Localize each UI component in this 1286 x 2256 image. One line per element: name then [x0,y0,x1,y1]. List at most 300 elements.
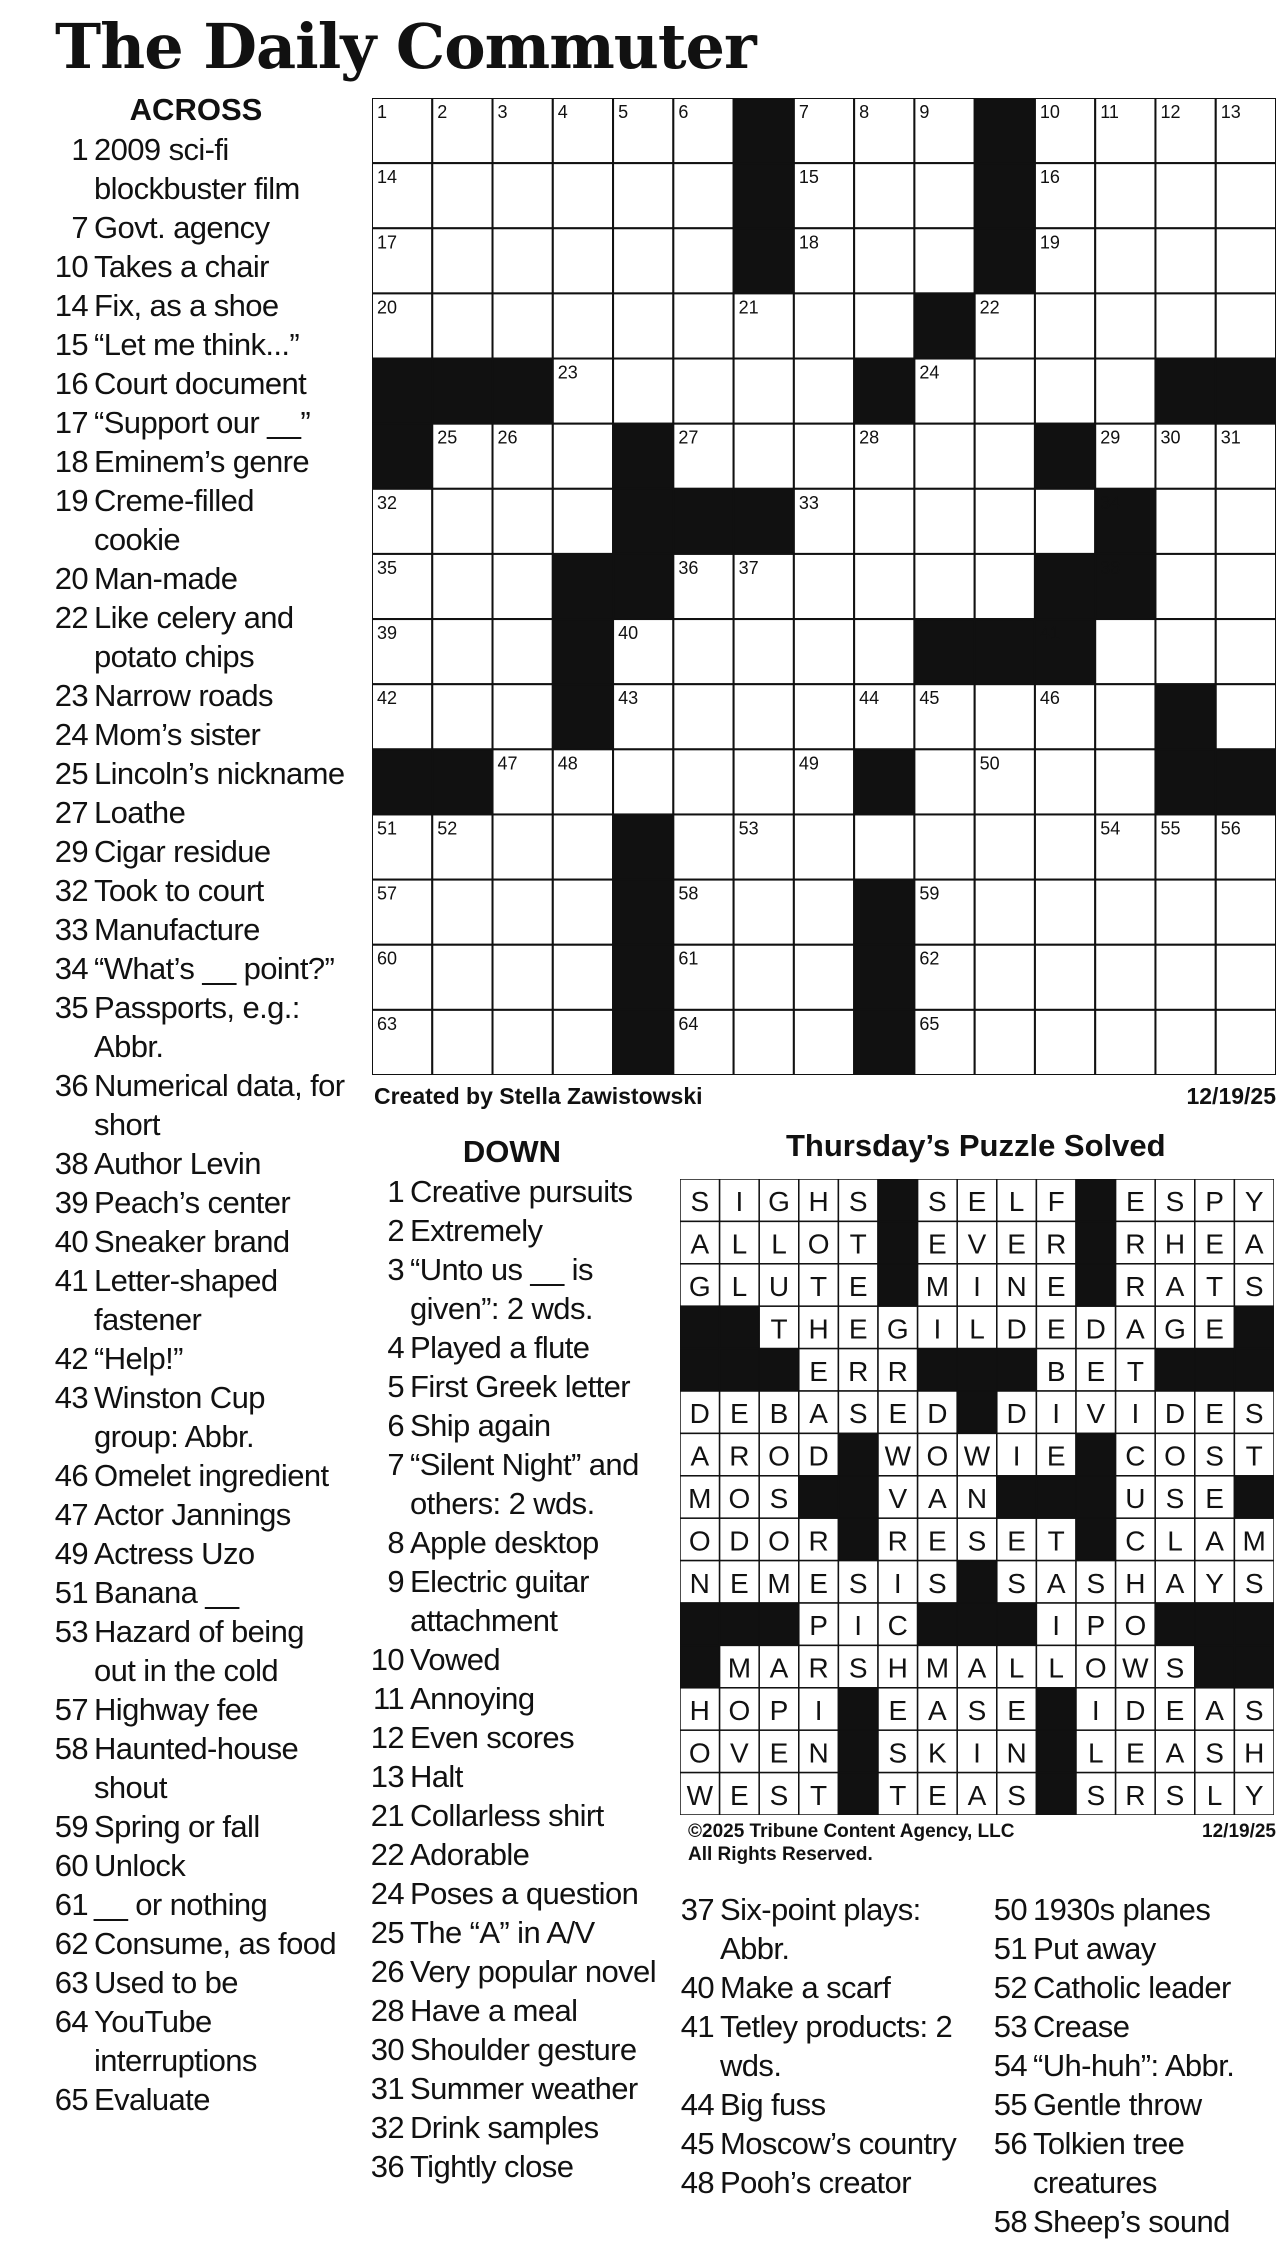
clue-down-col1-25 [362,1913,662,1952]
solution-row-letters: HOPI EASE IDEAS [689,1695,1264,1727]
grid-cell[interactable] [493,814,553,879]
clue-number: 7 [387,1447,404,1482]
black-square [854,880,914,945]
clue-down-col3-58 [985,2202,1285,2241]
clue-across-25 [46,754,346,793]
clue-number: 25 [54,756,88,791]
grid-cell[interactable] [1155,880,1215,945]
grid-cell[interactable] [1216,554,1276,619]
grid-cell[interactable] [734,1010,794,1075]
clue-text: “Silent Night” and others: 2 wds. [410,1447,639,1521]
grid-cell[interactable] [1095,945,1155,1010]
clue-down-col2-44 [672,2085,972,2124]
clue-text: Put away [1033,1931,1156,1966]
clue-across-1 [46,130,346,208]
grid-cell[interactable] [914,554,974,619]
grid-cell[interactable] [432,163,492,228]
solution-row-letters: MOS VAN USE [688,1483,1259,1515]
grid-cell[interactable] [432,228,492,293]
clue-text: 2009 sci-fi blockbuster film [94,132,300,206]
grid-cell[interactable] [854,228,914,293]
grid-cell[interactable] [1216,228,1276,293]
crossword-grid-svg[interactable] [372,98,1276,1075]
grid-cell[interactable] [613,228,673,293]
clue-number: 21 [370,1798,404,1833]
grid-cell[interactable] [794,424,854,489]
solution-title: Thursday’s Puzzle Solved [786,1128,1166,1163]
black-square [734,489,794,554]
down-clues-col2 [672,1890,972,2202]
grid-cell[interactable] [613,293,673,358]
black-square [553,619,613,684]
clue-down-col2-40 [672,1968,972,2007]
clue-text: Actor Jannings [94,1497,291,1532]
solution-row-letters: ERR BET [695,1355,1259,1387]
cell-number: 23 [557,362,578,383]
cell-number: 3 [497,102,508,122]
clue-across-15 [46,325,346,364]
clue-number: 36 [54,1068,88,1103]
solution-row-letters: NEMESIS SASHAYS [689,1567,1264,1599]
grid-cell[interactable] [794,293,854,358]
cell-number: 58 [678,883,699,904]
cell-number: 64 [678,1013,699,1034]
cell-number: 33 [798,492,819,513]
black-square [854,749,914,814]
copyright-line-2: All Rights Reserved. [688,1844,873,1865]
grid-cell[interactable] [734,880,794,945]
clue-text: Gentle throw [1033,2087,1202,2122]
clue-number: 17 [54,405,88,440]
cell-number: 42 [377,688,398,709]
black-square [613,880,673,945]
clue-number: 6 [387,1408,404,1443]
grid-cell[interactable] [1155,554,1215,619]
black-square [734,228,794,293]
grid-cell[interactable] [553,814,613,879]
grid-cell[interactable] [1095,163,1155,228]
black-square [553,554,613,619]
black-square [1035,424,1095,489]
clue-text: “Support our __” [94,405,311,440]
solution-row-letters: PIC IPO [695,1610,1259,1642]
grid-cell[interactable] [432,489,492,554]
cell-number: 43 [618,688,639,709]
clue-number: 32 [54,873,88,908]
clue-text: Adorable [410,1837,530,1872]
grid-cell[interactable] [1155,489,1215,554]
clue-down-col2-37 [672,1890,972,1968]
grid-cell[interactable] [432,619,492,684]
clue-down-col1-28 [362,1991,662,2030]
grid-cell[interactable] [493,1010,553,1075]
grid-cell[interactable] [854,554,914,619]
clue-down-col1-5 [362,1367,662,1406]
clue-across-49 [46,1534,346,1573]
solution-row-letters: SIGHS SELF ESPY [690,1186,1264,1218]
clue-text: Loathe [94,795,186,830]
black-square [613,814,673,879]
grid-cell[interactable] [1216,489,1276,554]
cell-number: 45 [919,688,940,709]
clue-down-col2-45 [672,2124,972,2163]
grid-cell[interactable] [493,619,553,684]
cell-number: 19 [1039,232,1060,253]
clue-number: 24 [370,1876,404,1911]
grid-cell[interactable] [1095,1010,1155,1075]
grid-cell[interactable] [1155,1010,1215,1075]
clue-text: Sheep’s sound [1033,2204,1230,2239]
grid-cell[interactable] [673,684,733,749]
grid-cell[interactable] [553,163,613,228]
grid-cell[interactable] [553,489,613,554]
grid-cell[interactable] [854,814,914,879]
grid-cell[interactable] [1035,749,1095,814]
grid-cell[interactable] [734,619,794,684]
grid-cell[interactable] [914,749,974,814]
clue-text: “What’s __ point?” [94,951,335,986]
clue-across-35 [46,988,346,1066]
solution-row-letters: THEGILDEDAGE [695,1313,1259,1345]
grid-cell[interactable] [673,163,733,228]
grid-cell[interactable] [794,880,854,945]
cell-number: 15 [798,167,819,188]
cell-number: 24 [919,362,940,383]
cell-number: 38 [1100,557,1121,578]
grid-cell[interactable] [673,814,733,879]
black-square [613,1010,673,1075]
grid-cell[interactable] [854,489,914,554]
black-square [493,359,553,424]
grid-cell[interactable] [553,424,613,489]
clue-down-col1-21 [362,1796,662,1835]
cell-number: 32 [377,492,398,513]
black-square [432,749,492,814]
clue-text: Make a scarf [720,1970,891,2005]
grid-cell[interactable] [794,619,854,684]
grid-cell[interactable] [854,163,914,228]
clue-text: Govt. agency [94,210,270,245]
grid-cell[interactable] [1035,1010,1095,1075]
grid-cell[interactable] [432,293,492,358]
clue-number: 56 [993,2126,1027,2161]
black-square [372,359,432,424]
grid-cell[interactable] [493,945,553,1010]
cell-number: 65 [919,1013,940,1034]
grid-cell[interactable] [734,945,794,1010]
clue-number: 10 [370,1642,404,1677]
clue-text: Peach’s center [94,1185,291,1220]
clue-text: Summer weather [410,2071,638,2106]
clue-text: Creme-filled cookie [94,483,254,557]
cell-number: 6 [678,102,689,122]
down-clues-col1 [362,1134,662,2186]
clue-number: 26 [370,1954,404,1989]
clue-number: 40 [680,1970,714,2005]
clue-down-col1-12 [362,1718,662,1757]
clue-text: “Uh-huh”: Abbr. [1033,2048,1235,2083]
grid-cell[interactable] [1035,945,1095,1010]
clue-number: 23 [54,678,88,713]
cell-number: 25 [437,427,458,448]
clue-number: 22 [54,600,88,635]
clue-number: 3 [387,1252,404,1287]
grid-cell[interactable] [1216,163,1276,228]
grid-cell[interactable] [432,880,492,945]
clue-text: Evaluate [94,2082,210,2117]
clue-across-34 [46,949,346,988]
clue-text: Actress Uzo [94,1536,255,1571]
grid-cell[interactable] [794,814,854,879]
clue-text: Passports, e.g.: Abbr. [94,990,300,1064]
grid-cell[interactable] [673,293,733,358]
black-square [734,163,794,228]
grid-cell[interactable] [975,814,1035,879]
clue-number: 35 [54,990,88,1025]
grid-cell[interactable] [493,293,553,358]
cell-number: 16 [1039,167,1060,188]
grid-cell[interactable] [613,749,673,814]
grid-cell[interactable] [1216,619,1276,684]
grid-cell[interactable] [975,489,1035,554]
clue-across-47 [46,1495,346,1534]
clue-number: 42 [54,1341,88,1376]
grid-cell[interactable] [553,293,613,358]
clue-number: 19 [54,483,88,518]
clue-across-41 [46,1261,346,1339]
grid-cell[interactable] [914,228,974,293]
grid-cell[interactable] [432,684,492,749]
clue-number: 41 [54,1263,88,1298]
grid-cell[interactable] [914,424,974,489]
grid-cell[interactable] [553,228,613,293]
clue-text: Have a meal [410,1993,578,2028]
cell-number: 29 [1100,427,1121,448]
grid-cell[interactable] [1216,880,1276,945]
grid-cell[interactable] [1155,163,1215,228]
clue-number: 7 [71,210,88,245]
grid-cell[interactable] [1216,293,1276,358]
cell-number: 51 [377,818,398,839]
clue-number: 4 [387,1330,404,1365]
clue-text: Poses a question [410,1876,639,1911]
grid-cell[interactable] [1095,880,1155,945]
clue-text: Moscow’s country [720,2126,957,2161]
grid-cell[interactable] [975,684,1035,749]
cell-number: 44 [859,688,880,709]
grid-cell[interactable] [493,684,553,749]
grid-cell[interactable] [1035,489,1095,554]
grid-cell[interactable] [794,554,854,619]
grid-cell[interactable] [734,749,794,814]
grid-cell[interactable] [914,489,974,554]
grid-cell[interactable] [493,489,553,554]
grid-cell[interactable] [854,619,914,684]
clue-number: 50 [993,1892,1027,1927]
clue-text: Very popular novel [410,1954,656,1989]
clue-across-40 [46,1222,346,1261]
grid-cell[interactable] [1035,880,1095,945]
clue-across-19 [46,481,346,559]
grid-cell[interactable] [613,163,673,228]
clue-text: Takes a chair [94,249,269,284]
black-square [553,684,613,749]
cell-number: 34 [1100,492,1121,513]
clue-down-col1-31 [362,2069,662,2108]
grid-cell[interactable] [493,880,553,945]
black-square [914,293,974,358]
clue-number: 40 [54,1224,88,1259]
grid-cell[interactable] [975,945,1035,1010]
clue-text: Unlock [94,1848,186,1883]
clue-text: Ship again [410,1408,551,1443]
grid-cell[interactable] [553,1010,613,1075]
grid-cell[interactable] [1095,228,1155,293]
black-square [914,619,974,684]
grid-cell[interactable] [1155,619,1215,684]
clue-across-24 [46,715,346,754]
grid-cell[interactable] [854,293,914,358]
cell-number: 14 [377,167,398,188]
grid-cell[interactable] [613,359,673,424]
cell-number: 54 [1100,818,1121,839]
across-header: ACROSS [129,92,263,127]
clue-text: The “A” in A/V [410,1915,595,1950]
grid-cell[interactable] [914,814,974,879]
clue-number: 24 [54,717,88,752]
grid-cell[interactable] [432,1010,492,1075]
clue-number: 27 [54,795,88,830]
down-header: DOWN [462,1134,562,1169]
clue-across-46 [46,1456,346,1495]
cell-number: 56 [1220,818,1241,839]
clue-number: 14 [54,288,88,323]
grid-cell[interactable] [1095,684,1155,749]
grid-cell[interactable] [432,945,492,1010]
cell-number: 52 [437,818,458,839]
clue-down-col1-1 [362,1172,662,1211]
grid-cell[interactable] [1155,293,1215,358]
grid-cell[interactable] [553,880,613,945]
clue-across-23 [46,676,346,715]
grid-cell[interactable] [975,424,1035,489]
clue-text: Even scores [410,1720,574,1755]
clue-number: 34 [54,951,88,986]
grid-cell[interactable] [794,945,854,1010]
clue-text: Haunted-house shout [94,1731,299,1805]
black-square [1155,359,1215,424]
grid-cell[interactable] [493,554,553,619]
clue-text: “Let me think...” [94,327,300,362]
clue-down-col1-22 [362,1835,662,1874]
clue-text: Court document [94,366,307,401]
grid-cell[interactable] [553,945,613,1010]
grid-cell[interactable] [1035,359,1095,424]
clue-down-col2-41 [672,2007,972,2085]
clue-text: “Help!” [94,1341,183,1376]
grid-cell[interactable] [673,228,733,293]
grid-cell[interactable] [1095,619,1155,684]
clue-text: Creative pursuits [410,1174,633,1209]
cell-number: 1 [377,102,388,122]
black-square [673,489,733,554]
clue-across-58 [46,1729,346,1807]
grid-cell[interactable] [673,749,733,814]
clue-number: 48 [680,2165,714,2200]
solution-row-letters: OVEN SKIN LEASH [688,1737,1265,1769]
grid-cell[interactable] [1095,749,1155,814]
clue-across-64 [46,2002,346,2080]
grid-cell[interactable] [673,619,733,684]
clue-number: 39 [54,1185,88,1220]
grid-cell[interactable] [493,228,553,293]
grid-cell[interactable] [975,554,1035,619]
clue-text: Eminem’s genre [94,444,310,479]
clue-across-43 [46,1378,346,1456]
clue-down-col1-6 [362,1406,662,1445]
cell-number: 47 [497,753,518,774]
grid-cell[interactable] [975,359,1035,424]
clue-across-14 [46,286,346,325]
grid-cell[interactable] [734,359,794,424]
grid-cell[interactable] [975,880,1035,945]
cell-number: 2 [437,102,448,122]
clue-number: 11 [373,1681,404,1716]
clue-down-col1-9 [362,1562,662,1640]
solution-date: 12/19/25 [1202,1821,1276,1842]
grid-cell[interactable] [1095,293,1155,358]
grid-cell[interactable] [1155,945,1215,1010]
grid-cell[interactable] [794,359,854,424]
grid-cell[interactable] [734,424,794,489]
grid-cell[interactable] [1095,359,1155,424]
clue-number: 29 [54,834,88,869]
black-square [613,489,673,554]
grid-cell[interactable] [493,163,553,228]
clue-number: 13 [370,1759,404,1794]
grid-cell[interactable] [794,684,854,749]
clue-text: Extremely [410,1213,543,1248]
clue-text: Man-made [94,561,238,596]
grid-cell[interactable] [432,554,492,619]
clue-across-7 [46,208,346,247]
grid-cell[interactable] [734,684,794,749]
grid-cell[interactable] [914,163,974,228]
grid-cell[interactable] [1155,228,1215,293]
grid-cell[interactable] [794,1010,854,1075]
grid-cell[interactable] [1035,293,1095,358]
clue-text: Collarless shirt [410,1798,604,1833]
clue-number: 25 [370,1915,404,1950]
clue-down-col1-32 [362,2108,662,2147]
byline-row [374,1083,1276,1110]
grid-cell[interactable] [975,1010,1035,1075]
clue-text: 1930s planes [1033,1892,1211,1927]
cell-number: 22 [979,297,1000,318]
clue-across-51 [46,1573,346,1612]
grid-cell[interactable] [1216,1010,1276,1075]
black-square [1155,749,1215,814]
grid-cell[interactable] [673,359,733,424]
clue-down-col1-10 [362,1640,662,1679]
grid-cell[interactable] [1216,945,1276,1010]
clue-text: Fix, as a shoe [94,288,279,323]
solution-row-letters: ODOR RESET CLAM [688,1525,1266,1557]
grid-cell[interactable] [1216,684,1276,749]
clue-text: Letter-shaped fastener [94,1263,278,1337]
crossword-grid[interactable] [372,98,1276,1075]
grid-cell[interactable] [1035,814,1095,879]
